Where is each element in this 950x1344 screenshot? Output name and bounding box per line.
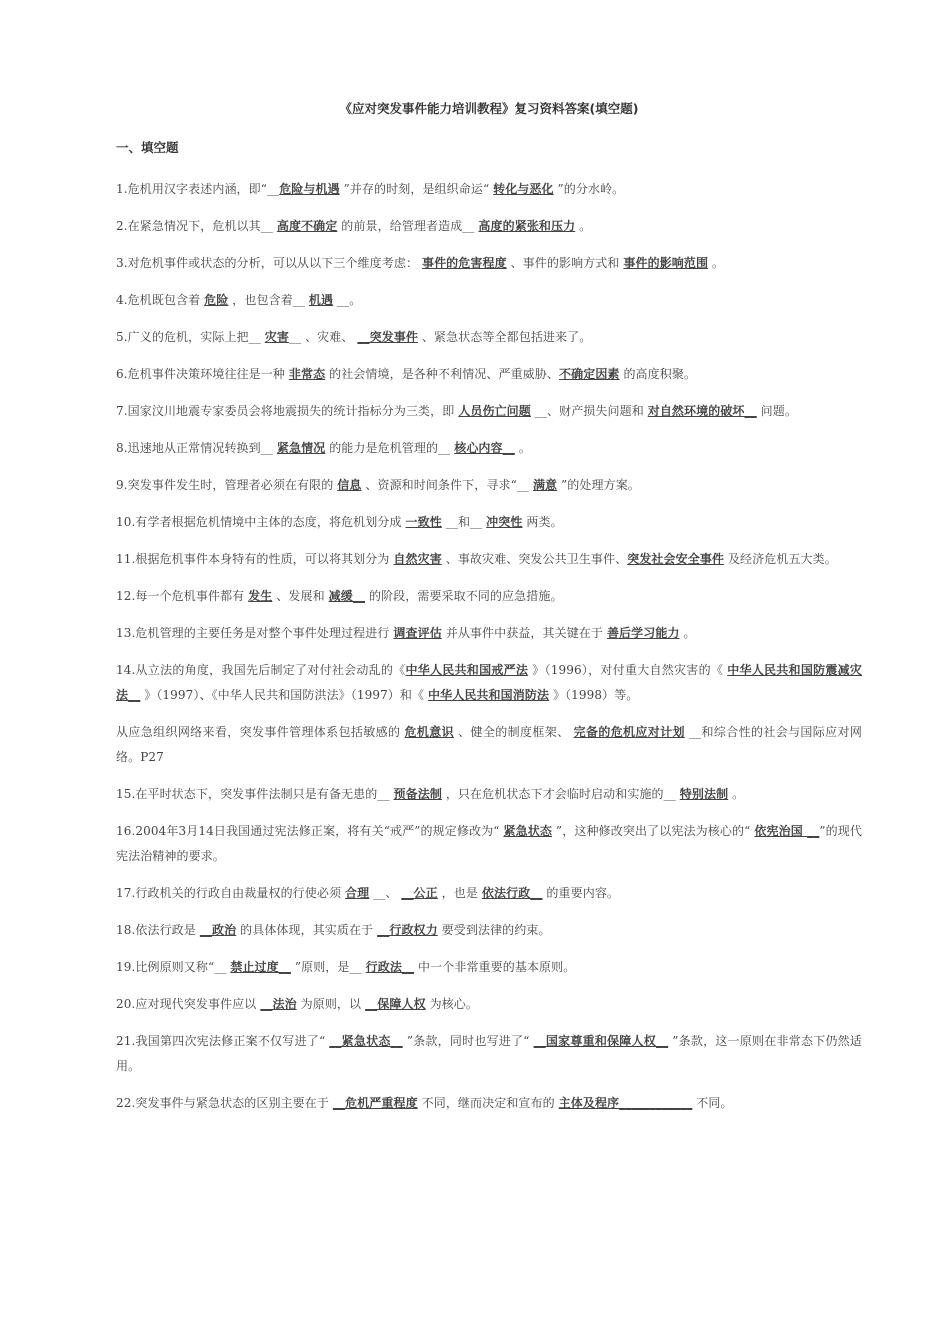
question-item — [116, 658, 862, 708]
answer-blank: __行政权力 — [377, 923, 438, 937]
question-item — [116, 1091, 862, 1116]
question-text: ，也包含着__ — [228, 293, 309, 307]
question-text: 16.2004年3月14日我国通过宪法修正案，将有关“戒严”的规定修改为“ — [116, 824, 504, 838]
question-item — [116, 436, 862, 461]
answer-blank: 减缓__ — [328, 589, 366, 603]
question-item — [116, 214, 862, 239]
question-item — [116, 251, 862, 276]
question-text: 及经济危机五大类。 — [724, 552, 837, 566]
question-text: ”原则，是__ — [290, 960, 366, 974]
question-text: 问题。 — [756, 404, 797, 418]
section-heading: 一、填空题 — [116, 140, 179, 155]
answer-blank: 危机意识 — [404, 725, 454, 739]
question-item — [116, 547, 862, 572]
question-text: __和__ — [441, 515, 487, 529]
answer-blank: 行政法__ — [365, 960, 415, 974]
question-text: 12.每一个危机事件都有 — [116, 589, 249, 603]
question-text: 8.迅速地从正常情况转换到__ — [116, 441, 277, 455]
question-item — [116, 720, 862, 770]
question-text: 的社会情境，是各种不利情况、严重威胁、 — [325, 367, 560, 381]
answer-blank: 预备法制 — [393, 787, 442, 801]
question-text: 7.国家汶川地震专家委员会将地震损失的统计指标分为三类，即 — [116, 404, 459, 418]
question-text: 、发展和 — [272, 589, 329, 603]
question-text: 、资源和时间条件下，寻求“__ — [361, 478, 533, 492]
answer-blank: 对自然环境的破坏__ — [647, 404, 757, 418]
question-text: 的具体体现，其实质在于 — [236, 923, 378, 937]
answer-blank: 中华人民共和国防震减灾法__ — [116, 663, 862, 702]
answer-blank: 紧急情况 — [276, 441, 326, 455]
answer-blank: __保障人权 — [365, 997, 426, 1011]
question-text: 。 — [679, 626, 696, 640]
answer-blank: 不确定因素 — [559, 367, 620, 381]
answer-blank: 善后学习能力 — [606, 626, 680, 640]
question-item — [116, 1029, 862, 1079]
answer-blank: 非常态 — [288, 367, 326, 381]
answer-blank: 突发社会安全事件 — [627, 552, 725, 566]
question-text: 21.我国第四次宪法修正案不仅写进了“ — [116, 1034, 330, 1048]
answer-blank: 高度不确定 — [276, 219, 338, 233]
answer-blank: __突发事件 — [357, 330, 419, 344]
question-item — [116, 918, 862, 943]
question-text: 》（1997）、《中华人民共和国防洪法》（1997）和《 — [140, 688, 429, 702]
question-text: 并从事件中获益，其关键在于 — [441, 626, 607, 640]
question-item — [116, 325, 862, 350]
answer-blank: 完备的危机应对计划 — [573, 725, 685, 739]
answer-blank: 事件的影响范围 — [623, 256, 709, 270]
question-text: 20.应对现代突发事件应以 — [116, 997, 261, 1011]
question-item — [116, 177, 862, 202]
answer-blank: 满意 — [532, 478, 558, 492]
question-text: 18.依法行政是 — [116, 923, 200, 937]
question-item — [116, 399, 862, 424]
question-text: 9.突发事件发生时，管理者必须在有限的 — [116, 478, 338, 492]
question-item — [116, 473, 862, 498]
question-item — [116, 584, 862, 609]
question-text: 不同，继而决定和宣布的 — [417, 1096, 559, 1110]
answer-blank: 依法行政__ — [481, 886, 543, 900]
question-text: ”的分水岭。 — [553, 182, 625, 196]
question-text: ”并存的时刻，是组织命运“ — [339, 182, 494, 196]
question-text: __、 — [369, 886, 402, 900]
answer-blank: 一致性 — [405, 515, 442, 529]
question-text: 13.危机管理的主要任务是对整个事件处理过程进行 — [116, 626, 394, 640]
question-item — [116, 621, 862, 646]
question-text: __、财产损失问题和 — [530, 404, 648, 418]
question-text: 11.根据危机事件本身特有的性质，可以将其划分为 — [116, 552, 394, 566]
question-text: 。 — [708, 256, 725, 270]
question-text: ，也是 — [437, 886, 482, 900]
question-text: 。 — [514, 441, 531, 455]
answer-blank: 自然灾害 — [393, 552, 442, 566]
question-text: 》（1998）等。 — [549, 688, 639, 702]
question-text: ”条款，同时也写进了“ — [402, 1034, 534, 1048]
question-text: ”的现代宪法治精神的要求。 — [116, 824, 862, 863]
question-text: ，只在危机状态下才会临时启动和实施的__ — [441, 787, 680, 801]
question-text: 的前景，给管理者造成__ — [337, 219, 479, 233]
question-text: 。 — [575, 219, 592, 233]
question-text: 、紧急状态等全都包括进来了。 — [418, 330, 592, 344]
answer-blank: 特别法制 — [679, 787, 729, 801]
answer-blank: 依宪治国 __ — [754, 824, 820, 838]
question-item — [116, 362, 862, 387]
answer-blank: 信息 — [337, 478, 362, 492]
question-text: 4.危机既包含着 — [116, 293, 205, 307]
answer-blank: 高度的紧张和压力 — [478, 219, 576, 233]
question-item — [116, 288, 862, 313]
answer-blank: __公正 — [401, 886, 438, 900]
answer-blank: __政治 — [199, 923, 237, 937]
answer-blank: 紧急状态 — [503, 824, 552, 838]
answer-blank: 中华人民共和国戒严法 — [405, 663, 529, 677]
question-text: ”条款，这一原则在非常态下仍然适用。 — [116, 1034, 862, 1073]
question-text: __和综合性的社会与国际应对网络。P27 — [116, 725, 862, 764]
answer-blank: 转化与恶化 — [493, 182, 554, 196]
question-text: 2.在紧急情况下，危机以其__ — [116, 219, 277, 233]
question-text: 6.危机事件决策环境往往是一种 — [116, 367, 289, 381]
question-text: 22.突发事件与紧急状态的区别主要在于 — [116, 1096, 333, 1110]
question-item — [116, 782, 862, 807]
answer-blank: 人员伤亡问题 — [458, 404, 531, 418]
question-item — [116, 881, 862, 906]
question-text: 、事件的影响方式和 — [506, 256, 624, 270]
question-text: 的阶段，需要采取不同的应急措施。 — [365, 589, 563, 603]
question-text: 从应急组织网络来看，突发事件管理体系包括敏感的 — [116, 725, 405, 739]
answer-blank: 主体及程序____________ — [558, 1096, 693, 1110]
question-item — [116, 510, 862, 535]
answer-blank: 调查评估 — [393, 626, 442, 640]
question-text: ”，这种修改突出了以宪法为核心的“ — [551, 824, 755, 838]
question-text: 的高度积聚。 — [619, 367, 697, 381]
answer-blank: 合理 — [345, 886, 370, 900]
question-text: 14.从立法的角度，我国先后制定了对付社会动乱的《 — [116, 663, 406, 677]
answer-blank: 冲突性 — [486, 515, 523, 529]
answer-blank: __危机严重程度 — [332, 1096, 418, 1110]
question-text: 。 — [728, 787, 745, 801]
question-text: 5.广义的危机，实际上把__ — [116, 330, 265, 344]
answer-blank: 危险与机遇 — [279, 182, 340, 196]
question-text: 、事故灾难、突发公共卫生事件、 — [441, 552, 628, 566]
question-text: 15.在平时状态下，突发事件法制只是有备无患的__ — [116, 787, 394, 801]
answer-blank: __紧急状态__ — [329, 1034, 403, 1048]
document-page — [116, 100, 862, 1128]
question-list — [116, 177, 862, 1116]
question-text: __ 、灾难、 — [288, 330, 358, 344]
answer-blank: 发生 — [248, 589, 273, 603]
answer-blank: 灾害 — [264, 330, 289, 344]
answer-blank: __国家尊重和保障人权__ — [533, 1034, 669, 1048]
document-title: 《应对突发事件能力培训教程》复习资料答案(填空题) — [339, 101, 639, 116]
question-text: 10.有学者根据危机情境中主体的态度，将危机划分成 — [116, 515, 406, 529]
question-text: 两类。 — [522, 515, 563, 529]
question-text: 的能力是危机管理的__ — [325, 441, 455, 455]
question-text: 19.比例原则又称“__ — [116, 960, 231, 974]
question-item — [116, 955, 862, 980]
question-text: 、健全的制度框架、 — [453, 725, 574, 739]
question-text: __。 — [333, 293, 362, 307]
question-item — [116, 992, 862, 1017]
question-text: 的重要内容。 — [542, 886, 620, 900]
question-item — [116, 819, 862, 869]
question-text: 为核心。 — [425, 997, 478, 1011]
question-text: 》（1996），对付重大自然灾害的《 — [528, 663, 728, 677]
answer-blank: 危险 — [204, 293, 229, 307]
question-text: 不同。 — [692, 1096, 733, 1110]
answer-blank: 事件的危害程度 — [421, 256, 507, 270]
question-text: 17.行政机关的行政自由裁量权的行使必须 — [116, 886, 345, 900]
question-text: 要受到法律的约束。 — [437, 923, 551, 937]
answer-blank: __法治 — [260, 997, 297, 1011]
answer-blank: 禁止过度__ — [230, 960, 291, 974]
answer-blank: 核心内容__ — [454, 441, 515, 455]
question-text: ”的处理方案。 — [557, 478, 640, 492]
answer-blank: 机遇 — [308, 293, 334, 307]
question-text: 中一个非常重要的基本原则。 — [414, 960, 576, 974]
question-text: 3.对危机事件或状态的分析，可以从以下三个维度考虑： — [116, 256, 422, 270]
answer-blank: 中华人民共和国消防法 — [428, 688, 550, 702]
question-text: 1.危机用汉字表述内涵，即“__ — [116, 182, 280, 196]
question-text: 为原则，以 — [296, 997, 366, 1011]
